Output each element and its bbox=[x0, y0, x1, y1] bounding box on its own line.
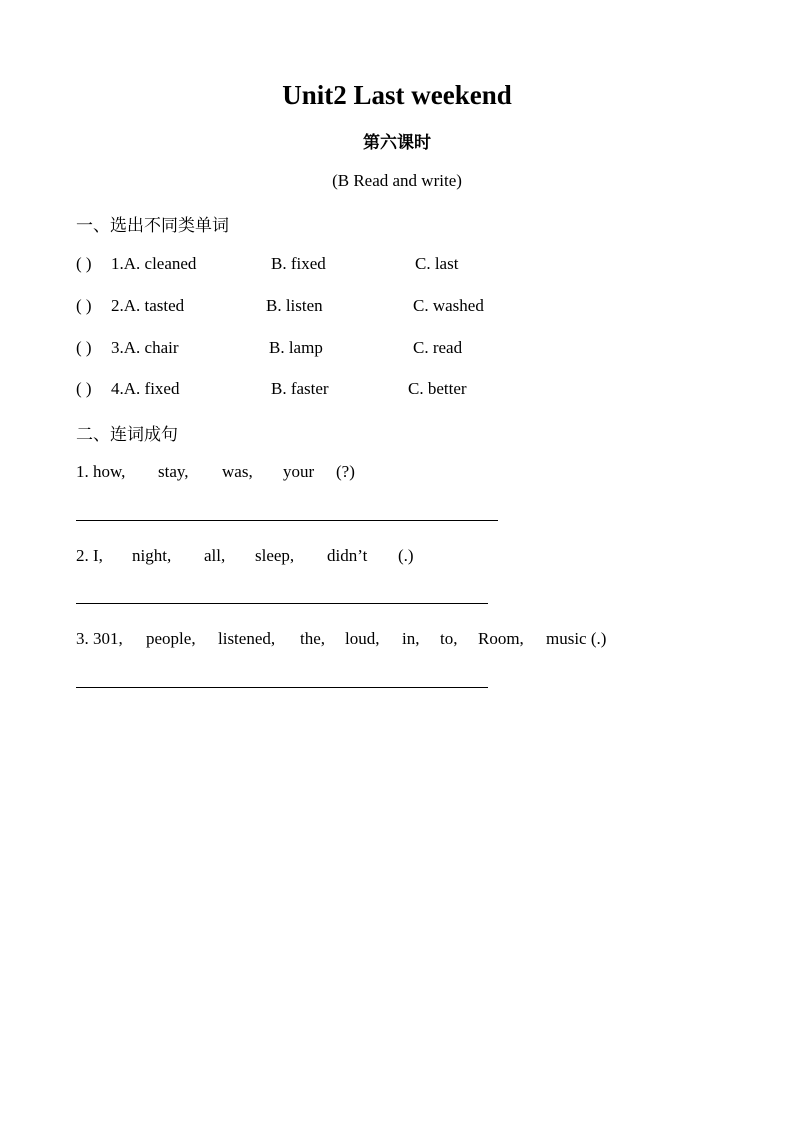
option-c: C. last bbox=[415, 254, 459, 273]
option-a: 3.A. chair bbox=[111, 338, 179, 357]
word: people, bbox=[146, 629, 196, 648]
option-b: B. fixed bbox=[271, 254, 326, 273]
option-a: 2.A. tasted bbox=[111, 296, 185, 315]
word: 1. how, bbox=[76, 462, 126, 481]
section1-heading: 一、选出不同类单词 bbox=[76, 216, 229, 236]
answer-blank[interactable]: ( ) bbox=[76, 338, 92, 357]
option-c: C. better bbox=[408, 379, 467, 398]
word: didn’t bbox=[327, 546, 368, 565]
lesson-label: 第六课时 bbox=[363, 133, 431, 153]
word: stay, bbox=[158, 462, 189, 481]
answer-blank[interactable]: ( ) bbox=[76, 254, 92, 273]
answer-line[interactable] bbox=[76, 520, 498, 521]
option-b: B. faster bbox=[271, 379, 329, 398]
word: in, bbox=[402, 629, 420, 648]
word: was, bbox=[222, 462, 253, 481]
option-a: 4.A. fixed bbox=[111, 379, 180, 398]
answer-blank[interactable]: ( ) bbox=[76, 379, 92, 398]
word: music (.) bbox=[546, 629, 607, 648]
word: Room, bbox=[478, 629, 524, 648]
word: to, bbox=[440, 629, 458, 648]
answer-blank[interactable]: ( ) bbox=[76, 296, 92, 315]
page-subtitle: (B Read and write) bbox=[332, 171, 462, 190]
word: (?) bbox=[336, 462, 355, 481]
word: 3. 301, bbox=[76, 629, 123, 648]
option-a: 1.A. cleaned bbox=[111, 254, 197, 273]
word: all, bbox=[204, 546, 226, 565]
page-title: Unit2 Last weekend bbox=[282, 80, 512, 110]
answer-line[interactable] bbox=[76, 687, 488, 688]
option-c: C. washed bbox=[413, 296, 484, 315]
word: sleep, bbox=[255, 546, 295, 565]
word: loud, bbox=[345, 629, 380, 648]
option-b: B. listen bbox=[266, 296, 323, 315]
option-b: B. lamp bbox=[269, 338, 323, 357]
word: the, bbox=[300, 629, 326, 648]
word: your bbox=[283, 462, 315, 481]
answer-line[interactable] bbox=[76, 603, 488, 604]
word: (.) bbox=[398, 546, 414, 565]
option-c: C. read bbox=[413, 338, 463, 357]
word: 2. I, bbox=[76, 546, 103, 565]
section2-heading: 二、连词成句 bbox=[76, 425, 178, 445]
word: listened, bbox=[218, 629, 276, 648]
word: night, bbox=[132, 546, 172, 565]
